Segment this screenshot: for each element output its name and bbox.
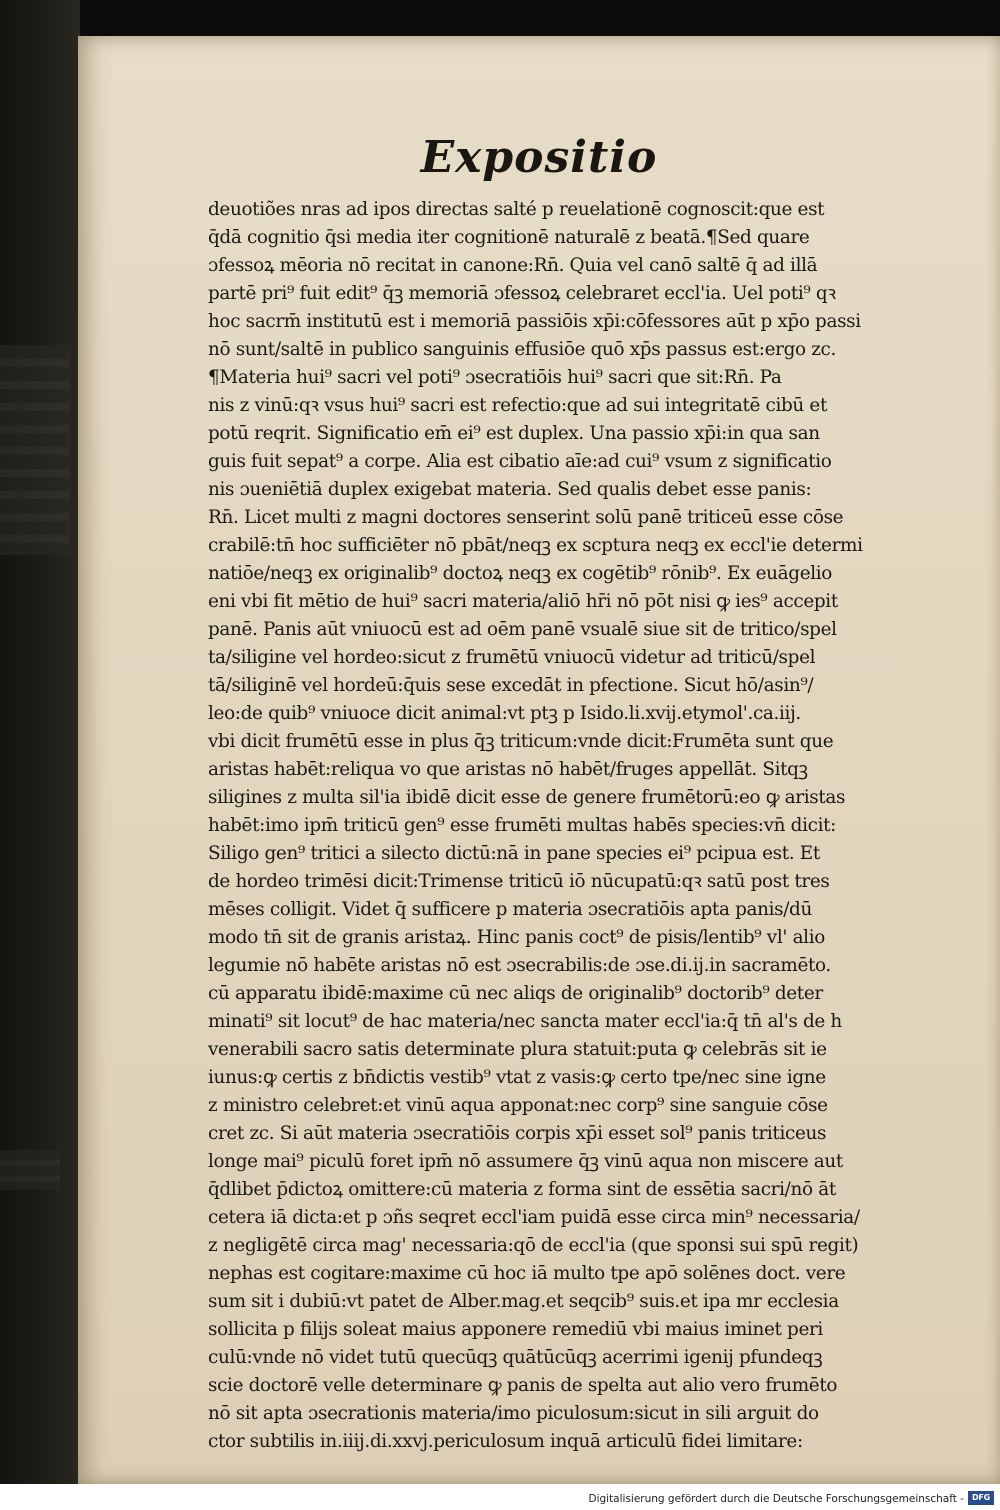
- page-title: Expositio: [420, 132, 658, 183]
- text-line: Siligo gen⁹ tritici a silecto dictū:nā in pane species ei⁹ pcipua est. Et: [208, 843, 820, 864]
- text-line: cret zc. Si aūt materia ɔsecratiōis corpis xp̄i esset sol⁹ panis triticeus: [208, 1123, 827, 1144]
- text-line: nephas est cogitare:maxime cū hoc iā multo tpe apō solēnes doct. vere: [208, 1263, 846, 1284]
- text-line: ctor subtilis in.iiij.di.xxvj.periculosum inquā articulū fidei limitare:: [208, 1431, 803, 1452]
- text-line: aristas habēt:reliqua vo que aristas nō habēt/fruges appellāt. Sitqꝫ: [208, 759, 808, 780]
- text-line: siligines z multa sil'ia ibidē dicit esse de genere frumētorū:eo ꝙ aristas: [208, 787, 846, 808]
- text-line: leo:de quib⁹ vniuoce dicit animal:vt ptꝫ p Isido.li.xvij.etymol'.ca.iij.: [208, 703, 801, 724]
- text-line: ɔfessoꝝ mēoria nō recitat in canone:Rn̄. Quia vel canō saltē q̄ ad illā: [208, 255, 818, 276]
- text-line: ta/siligine vel hordeo:sicut z frumētū vniuocū videtur ad triticū/spel: [208, 647, 816, 668]
- text-line: modo tn̄ sit de granis aristaꝝ. Hinc panis coct⁹ de pisis/lentib⁹ vl' alio: [208, 927, 825, 948]
- adjacent-page-edge: [0, 345, 70, 555]
- text-line: longe mai⁹ piculū foret ipm̄ nō assumere q̄ꝫ vinū aqua non miscere aut: [208, 1151, 843, 1172]
- text-line: scie doctorē velle determinare ꝙ panis de spelta aut alio vero frumēto: [208, 1375, 838, 1396]
- funding-credit: Digitalisierung gefördert durch die Deutsche Forschungsgemeinschaft -: [588, 1493, 964, 1505]
- text-line: nō sunt/saltē in publico sanguinis effusiōe quō xp̄s passus est:ergo zc.: [208, 339, 837, 360]
- text-line: tā/siliginē vel hordeū:q̄uis sese excedāt in pfectione. Sicut hō/asin⁹/: [208, 675, 814, 696]
- text-line: hoc sacrm̄ institutū est i memoriā passiōis xp̄i:cōfessores aūt p xp̄o passi: [208, 311, 861, 332]
- scanner-background: [0, 0, 80, 1510]
- footer-bar: [0, 1484, 1000, 1510]
- text-line: cetera iā dicta:et p ɔñs seqret eccl'iam puidā esse circa min⁹ necessaria/: [208, 1207, 860, 1228]
- text-line: legumie nō habēte aristas nō est ɔsecrabilis:de ɔse.di.ij.in sacramēto.: [208, 955, 831, 976]
- text-line: Rn̄. Licet multi z magni doctores senserint solū panē triticeū esse cōse: [208, 507, 844, 528]
- text-block: [208, 196, 1000, 1456]
- text-line: sollicita p filijs soleat maius apponere remediū vbi maius iminet peri: [208, 1319, 823, 1340]
- book-page: [78, 36, 1000, 1484]
- text-line: nō sit apta ɔsecrationis materia/imo piculosum:sicut in sili arguit do: [208, 1403, 819, 1424]
- text-line: mēses colligit. Videt q̄ sufficere p materia ɔsecratiōis apta panis/dū: [208, 899, 812, 920]
- text-line: cū apparatu ibidē:maxime cū nec aliqs de originalib⁹ doctorib⁹ deter: [208, 983, 823, 1004]
- text-line: eni vbi fit mētio de hui⁹ sacri materia/aliō hr̄i nō pōt nisi ꝙ ies⁹ accepit: [208, 591, 838, 612]
- text-line: iunus:ꝙ certis z bn̄dictis vestib⁹ vtat z vasis:ꝙ certo tpe/nec sine igne: [208, 1067, 826, 1088]
- text-line: culū:vnde nō videt tutū quecūqꝫ quātūcūqꝫ acerrimi igenij pfundeqꝫ: [208, 1347, 823, 1368]
- text-line: q̄dā cognitio q̄si media iter cognitionē naturalē z beatā.¶Sed quare: [208, 227, 810, 248]
- text-line: z ministro celebret:et vinū aqua apponat:nec corp⁹ sine sanguie cōse: [208, 1095, 828, 1116]
- text-line: z negligētē circa mag' necessaria:qō de eccl'ia (que sponsi sui spū regit): [208, 1235, 859, 1256]
- text-line: habēt:imo ipm̄ triticū gen⁹ esse frumēti multas habēs species:vn̄ dicit:: [208, 815, 836, 836]
- text-line: venerabili sacro satis determinate plura statuit:puta ꝙ celebrās sit ie: [208, 1039, 827, 1060]
- text-line: nis ɔueniētiā duplex exigebat materia. Sed qualis debet esse panis:: [208, 479, 812, 500]
- text-line: guis fuit sepat⁹ a corpe. Alia est cibatio aīe:ad cui⁹ vsum z significatio: [208, 451, 832, 472]
- text-line: q̄dlibet p̄dictoꝝ omittere:cū materia z forma sint de essētia sacri/nō āt: [208, 1179, 836, 1200]
- text-line: deuotiões nras ad ipos directas salté p reuelationē cognoscit:que est: [208, 199, 825, 220]
- dfg-logo: DFG: [968, 1491, 994, 1505]
- text-line: crabilē:tn̄ hoc sufficiēter nō pbāt/neqꝫ ex scptura neqꝫ ex eccl'ie determi: [208, 535, 863, 556]
- adjacent-page-edge-lower: [0, 1150, 60, 1190]
- text-line: nis z vinū:qꝛ vsus hui⁹ sacri est refectio:que ad sui integritatē cibū et: [208, 395, 827, 416]
- text-line: minati⁹ sit locut⁹ de hac materia/nec sancta mater eccl'ia:q̄ tn̄ al's de h: [208, 1011, 842, 1032]
- text-line: partē pri⁹ fuit edit⁹ q̄ꝫ memoriā ɔfessoꝝ celebraret eccl'ia. Uel poti⁹ qꝛ: [208, 283, 836, 304]
- text-line: ¶Materia hui⁹ sacri vel poti⁹ ɔsecratiōis hui⁹ sacri que sit:Rn̄. Pa: [208, 367, 782, 388]
- text-line: sum sit i dubiū:vt patet de Alber.mag.et seqcib⁹ suis.et ipa mr ecclesia: [208, 1291, 839, 1312]
- text-line: panē. Panis aūt vniuocū est ad oēm panē vsualē siue sit de tritico/spel: [208, 619, 837, 640]
- text-line: natiōe/neqꝫ ex originalib⁹ doctoꝝ neqꝫ ex cogētib⁹ rōnib⁹. Ex euāgelio: [208, 563, 833, 584]
- text-line: potū reqrit. Significatio em̄ ei⁹ est duplex. Una passio xp̄i:in qua san: [208, 423, 820, 444]
- text-line: de hordeo trimēsi dicit:Trimense triticū iō nūcupatū:qꝛ satū post tres: [208, 871, 830, 892]
- text-line: vbi dicit frumētū esse in plus q̄ꝫ triticum:vnde dicit:Frumēta sunt que: [208, 731, 834, 752]
